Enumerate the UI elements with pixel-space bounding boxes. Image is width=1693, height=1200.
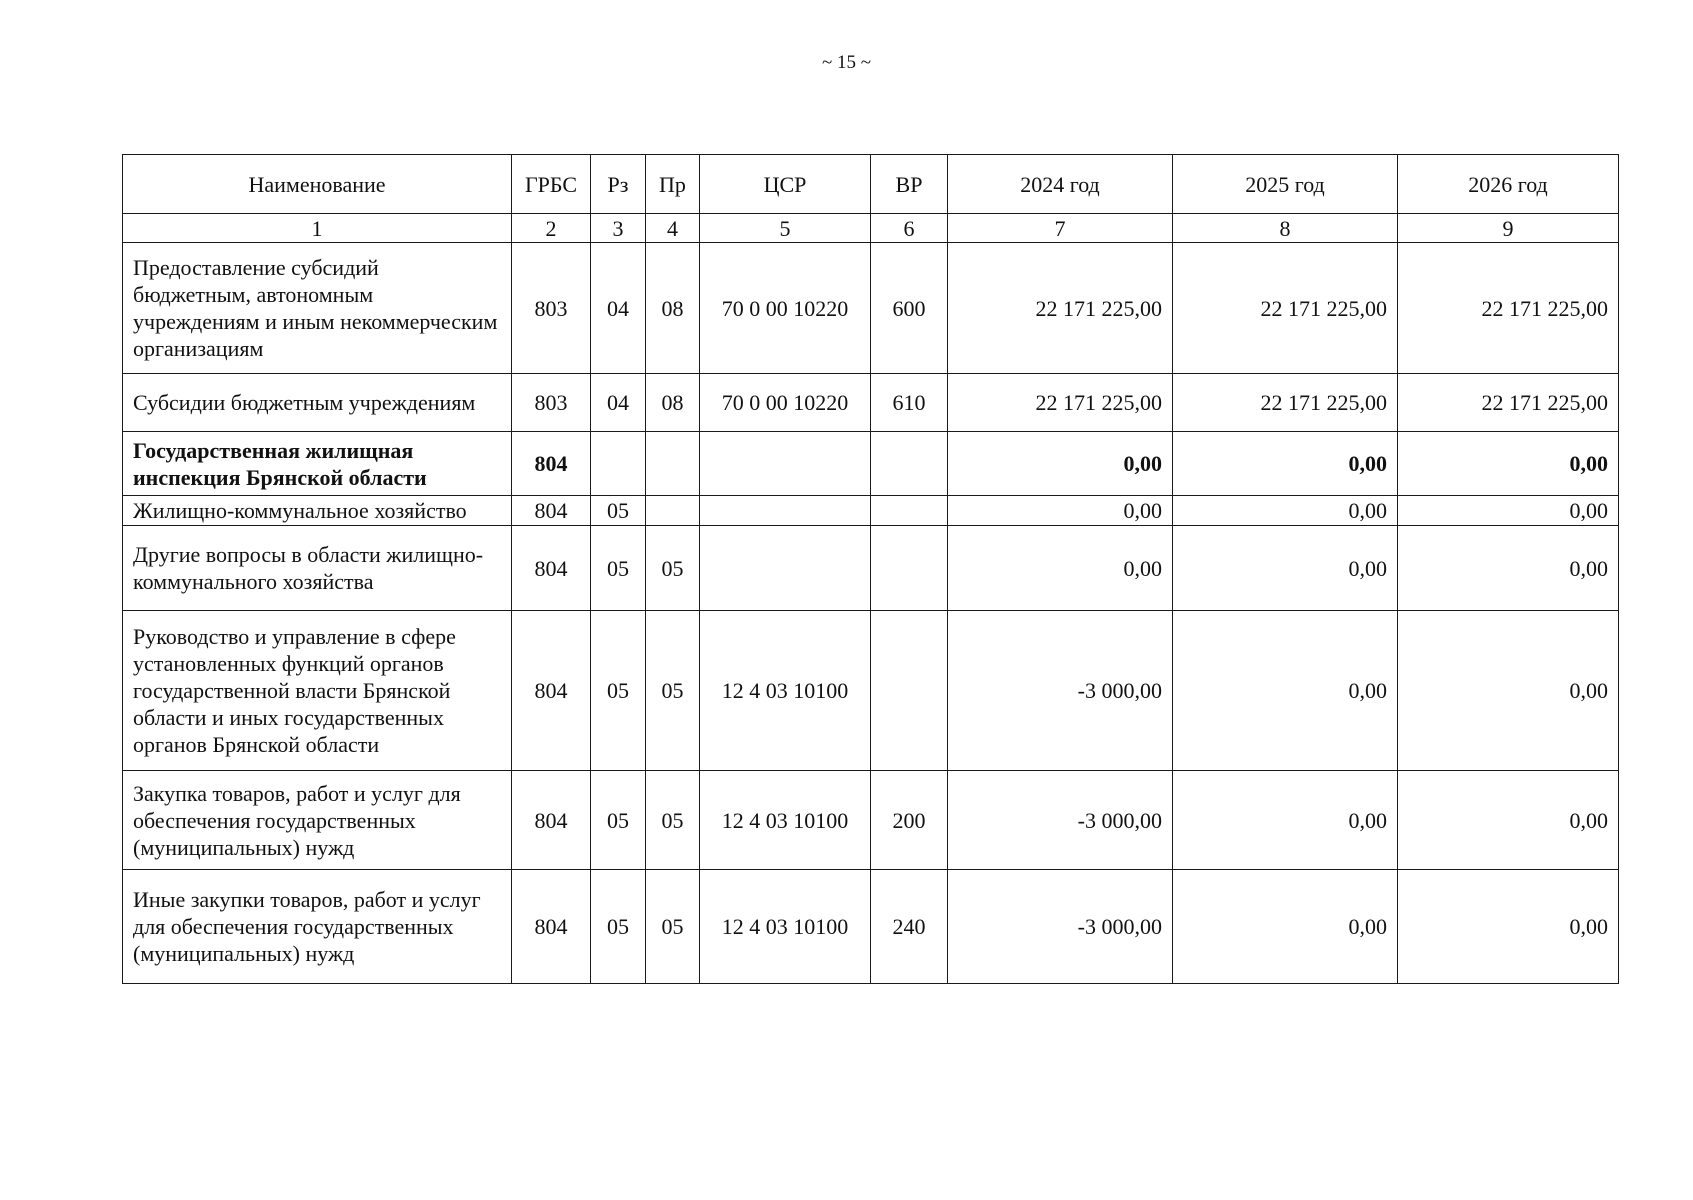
column-number: 5 xyxy=(700,214,871,243)
row-grbs: 804 xyxy=(512,611,591,771)
row-pr: 05 xyxy=(646,611,700,771)
row-grbs: 804 xyxy=(512,771,591,870)
row-2026: 22 171 225,00 xyxy=(1398,243,1619,374)
row-pr: 05 xyxy=(646,526,700,611)
table-row xyxy=(123,870,1619,984)
column-number: 3 xyxy=(591,214,646,243)
row-2026: 0,00 xyxy=(1398,870,1619,984)
row-grbs: 803 xyxy=(512,374,591,432)
row-name: Руководство и управление в сфере установленных функций органов государственной власти Брянской области и иных государственных органов Брянской области xyxy=(123,611,512,771)
row-csr: 12 4 03 10100 xyxy=(700,611,871,771)
row-2024: 0,00 xyxy=(948,526,1173,611)
row-csr: 70 0 00 10220 xyxy=(700,374,871,432)
table-row xyxy=(123,771,1619,870)
header-csr: ЦСР xyxy=(700,155,871,214)
column-number: 8 xyxy=(1173,214,1398,243)
row-vr: 610 xyxy=(871,374,948,432)
table-row xyxy=(123,374,1619,432)
row-2026: 0,00 xyxy=(1398,496,1619,526)
column-number: 6 xyxy=(871,214,948,243)
row-csr: 12 4 03 10100 xyxy=(700,771,871,870)
column-number: 1 xyxy=(123,214,512,243)
row-name: Субсидии бюджетным учреждениям xyxy=(123,374,512,432)
column-number: 2 xyxy=(512,214,591,243)
row-rz: 05 xyxy=(591,870,646,984)
header-grbs: ГРБС xyxy=(512,155,591,214)
row-vr: 240 xyxy=(871,870,948,984)
row-2026: 22 171 225,00 xyxy=(1398,374,1619,432)
row-pr: 05 xyxy=(646,870,700,984)
header-2026: 2026 год xyxy=(1398,155,1619,214)
row-grbs: 803 xyxy=(512,243,591,374)
row-2026: 0,00 xyxy=(1398,526,1619,611)
row-csr: 12 4 03 10100 xyxy=(700,870,871,984)
header-row xyxy=(123,155,1619,214)
row-csr xyxy=(700,526,871,611)
row-csr xyxy=(700,432,871,496)
row-vr: 600 xyxy=(871,243,948,374)
table-row xyxy=(123,432,1619,496)
row-2025: 22 171 225,00 xyxy=(1173,374,1398,432)
row-name: Жилищно-коммунальное хозяйство xyxy=(123,496,512,526)
row-2024: 22 171 225,00 xyxy=(948,243,1173,374)
row-name: Иные закупки товаров, работ и услуг для обеспечения государственных (муниципальных) нужд xyxy=(123,870,512,984)
row-pr: 08 xyxy=(646,374,700,432)
row-vr xyxy=(871,432,948,496)
row-pr: 05 xyxy=(646,771,700,870)
row-vr xyxy=(871,526,948,611)
header-2025: 2025 год xyxy=(1173,155,1398,214)
row-2025: 22 171 225,00 xyxy=(1173,243,1398,374)
row-2025: 0,00 xyxy=(1173,771,1398,870)
row-pr: 08 xyxy=(646,243,700,374)
column-number: 4 xyxy=(646,214,700,243)
row-2024: -3 000,00 xyxy=(948,611,1173,771)
row-name: Закупка товаров, работ и услуг для обеспечения государственных (муниципальных) нужд xyxy=(123,771,512,870)
row-rz: 04 xyxy=(591,243,646,374)
row-rz: 04 xyxy=(591,374,646,432)
row-2024: 0,00 xyxy=(948,496,1173,526)
row-pr xyxy=(646,432,700,496)
page-number: ~ 15 ~ xyxy=(821,52,872,73)
column-number: 9 xyxy=(1398,214,1619,243)
header-rz: Рз xyxy=(591,155,646,214)
row-2026: 0,00 xyxy=(1398,611,1619,771)
row-2024: -3 000,00 xyxy=(948,870,1173,984)
row-rz: 05 xyxy=(591,526,646,611)
row-rz: 05 xyxy=(591,611,646,771)
row-grbs: 804 xyxy=(512,870,591,984)
header-name: Наименование xyxy=(123,155,512,214)
column-number-row xyxy=(123,214,1619,243)
row-grbs: 804 xyxy=(512,432,591,496)
row-pr xyxy=(646,496,700,526)
row-2025: 0,00 xyxy=(1173,870,1398,984)
row-2026: 0,00 xyxy=(1398,771,1619,870)
row-2025: 0,00 xyxy=(1173,611,1398,771)
row-2025: 0,00 xyxy=(1173,432,1398,496)
table-row xyxy=(123,611,1619,771)
row-vr: 200 xyxy=(871,771,948,870)
row-2024: -3 000,00 xyxy=(948,771,1173,870)
row-2024: 0,00 xyxy=(948,432,1173,496)
row-name: Государственная жилищная инспекция Брянской области xyxy=(123,432,512,496)
column-number: 7 xyxy=(948,214,1173,243)
row-2025: 0,00 xyxy=(1173,496,1398,526)
row-rz: 05 xyxy=(591,771,646,870)
header-vr: ВР xyxy=(871,155,948,214)
row-vr xyxy=(871,611,948,771)
header-pr: Пр xyxy=(646,155,700,214)
row-rz xyxy=(591,432,646,496)
table-row xyxy=(123,526,1619,611)
table-row xyxy=(123,243,1619,374)
row-csr xyxy=(700,496,871,526)
header-2024: 2024 год xyxy=(948,155,1173,214)
row-grbs: 804 xyxy=(512,526,591,611)
budget-table xyxy=(122,154,1619,984)
row-name: Предоставление субсидий бюджетным, автономным учреждениям и иным некоммерческим организациям xyxy=(123,243,512,374)
row-2026: 0,00 xyxy=(1398,432,1619,496)
row-grbs: 804 xyxy=(512,496,591,526)
row-csr: 70 0 00 10220 xyxy=(700,243,871,374)
row-rz: 05 xyxy=(591,496,646,526)
row-2024: 22 171 225,00 xyxy=(948,374,1173,432)
row-vr xyxy=(871,496,948,526)
table-row xyxy=(123,496,1619,526)
row-2025: 0,00 xyxy=(1173,526,1398,611)
row-name: Другие вопросы в области жилищно-коммунального хозяйства xyxy=(123,526,512,611)
